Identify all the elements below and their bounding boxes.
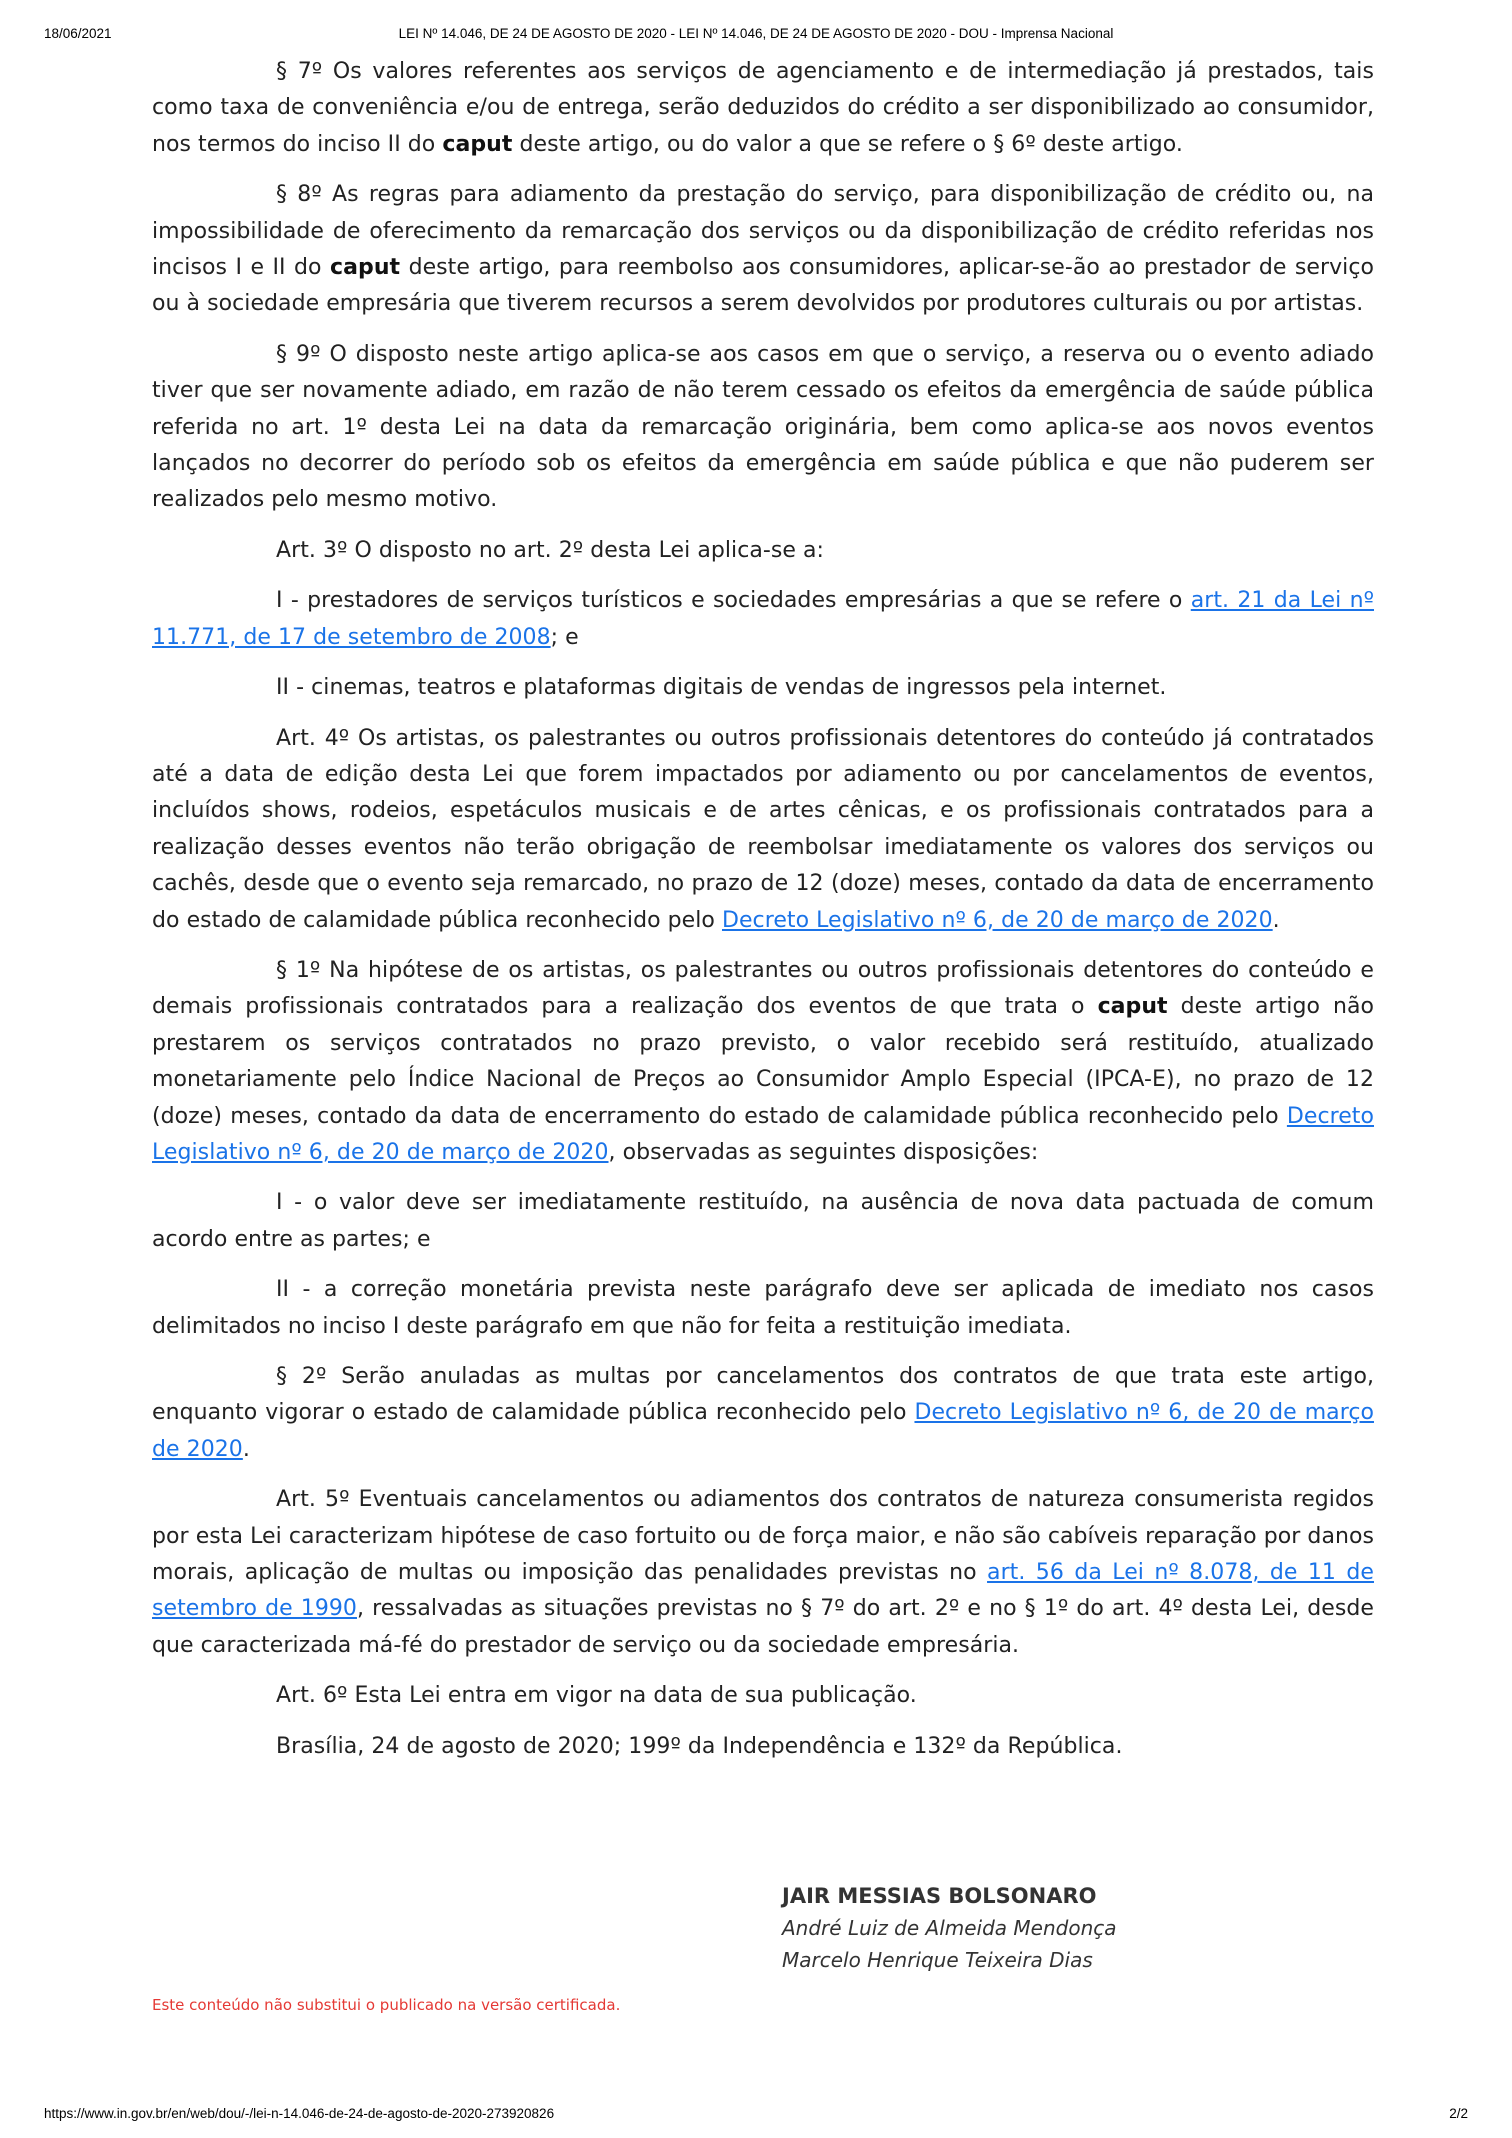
page-number: 2/2 — [1449, 2106, 1468, 2121]
paragraph-text: ; e — [550, 624, 579, 650]
signature-president: JAIR MESSIAS BOLSONARO — [782, 1884, 1097, 1908]
paragraph-9: § 9º O disposto neste artigo aplica-se aos casos em que o serviço, a reserva ou o evento adiado tiver que ser novamente adiado, em razão de não terem cessado os efeitos da emergência de saúde pública referida no art. 1º desta Lei na data da remarcação originária, bem como aplica-se aos novos eventos lançados no decorrer do período sob os efeitos da emergência em saúde pública e que não puderem ser realizados pelo mesmo motivo. — [152, 341, 1374, 513]
caput-term: caput — [1097, 994, 1168, 1020]
signatures — [782, 1880, 1117, 1976]
link-decreto-legislativo-6[interactable]: Decreto Legislativo nº 6, de 20 de março de 2020 — [152, 1103, 1374, 1165]
paragraph-text: § 2º Serão anuladas as multas por cancelamentos dos contratos de que trata este artigo, enquanto vigorar o estado de calamidade pública reconhecido pelo — [152, 1364, 1374, 1426]
print-footer — [0, 2106, 1512, 2126]
print-title: LEI Nº 14.046, DE 24 DE AGOSTO DE 2020 - LEI Nº 14.046, DE 24 DE AGOSTO DE 2020 - DOU - Imprensa Nacional — [398, 26, 1114, 41]
closing-line: Brasília, 24 de agosto de 2020; 199º da Independência e 132º da República. — [276, 1733, 1123, 1759]
article-6: Art. 6º Esta Lei entra em vigor na data de sua publicação. — [276, 1683, 917, 1709]
paragraph-text: . — [1272, 907, 1280, 933]
caput-term: caput — [442, 131, 513, 157]
article-4-paragraph-1-item-ii: II - a correção monetária prevista neste parágrafo deve ser aplicada de imediato nos casos delimitados no inciso I deste parágrafo em que não for feita a restituição imediata. — [152, 1277, 1374, 1339]
paragraph-text: . — [242, 1436, 250, 1462]
article-3-item-i — [152, 583, 1374, 656]
paragraph-text: , observadas as seguintes disposições: — [608, 1139, 1039, 1165]
print-header — [0, 26, 1512, 46]
article-4 — [152, 721, 1374, 939]
paragraph-7 — [152, 54, 1374, 163]
paragraph-text: I - prestadores de serviços turísticos e sociedades empresárias a que se refere o — [276, 588, 1191, 614]
link-decreto-legislativo-6[interactable]: Decreto Legislativo nº 6, de 20 de março de 2020 — [721, 907, 1273, 933]
paragraph-8 — [152, 177, 1374, 323]
link-lei-11771[interactable]: art. 21 da Lei nº 11.771, de 17 de setembro de 2008 — [152, 588, 1374, 650]
paragraph-text: § 1º Na hipótese de os artistas, os palestrantes ou outros profissionais detentores do conteúdo e demais profissionais contratados para a realização dos eventos de que trata o — [152, 957, 1374, 1020]
paragraph-text: Art. 5º Eventuais cancelamentos ou adiamentos dos contratos de natureza consumerista regidos por esta Lei caracterizam hipótese de caso fortuito ou de força maior, e não são cabíveis reparação por danos morais, aplicação de multas ou imposição das penalidades previstas no — [152, 1487, 1374, 1586]
link-lei-8078[interactable]: art. 56 da Lei nº 8.078, de 11 de setembro de 1990 — [152, 1560, 1374, 1622]
paragraph-text: Art. 4º Os artistas, os palestrantes ou outros profissionais detentores do conteúdo já contratados até a data de edição desta Lei que forem impactados por adiamento ou por cancelamentos de eventos, incluídos shows, rodeios, espetáculos musicais e de artes cênicas, e os profissionais contratados para a realização desses eventos não terão obrigação de reembolsar imediatamente os valores dos serviços ou cachês, desde que o evento seja remarcado, no prazo de 12 (doze) meses, contado da data de encerramento do estado de calamidade pública reconhecido pelo — [152, 725, 1374, 933]
article-4-paragraph-1 — [152, 953, 1374, 1171]
certification-disclaimer: Este conteúdo não substitui o publicado na versão certificada. — [152, 1996, 621, 2014]
paragraph-text: deste artigo, ou do valor a que se refere o § 6º deste artigo. — [512, 131, 1183, 157]
paragraph-text: § 7º Os valores referentes aos serviços de agenciamento e de intermediação já prestados, tais como taxa de conveniência e/ou de entrega, serão deduzidos do crédito a ser disponibilizado ao consumidor, nos termos do inciso II do — [152, 59, 1374, 157]
signature-minister-1: André Luiz de Almeida Mendonça — [782, 1916, 1117, 1940]
caput-term: caput — [330, 255, 401, 281]
article-3: Art. 3º O disposto no art. 2º desta Lei aplica-se a: — [276, 537, 825, 563]
link-decreto-legislativo-6[interactable]: Decreto Legislativo nº 6, de 20 de março de 2020 — [152, 1400, 1374, 1462]
article-4-paragraph-1-item-i: I - o valor deve ser imediatamente restituído, na ausência de nova data pactuada de comum acordo entre as partes; e — [152, 1190, 1374, 1252]
article-3-item-ii: II - cinemas, teatros e plataformas digitais de vendas de ingressos pela internet. — [276, 675, 1167, 701]
article-5 — [152, 1482, 1374, 1664]
paragraph-text: deste artigo não prestarem os serviços contratados no prazo previsto, o valor recebido será restituído, atualizado monetariamente pelo Índice Nacional de Preços ao Consumidor Amplo Especial (IPCA-E), no prazo de 12 (doze) meses, contado da data de encerramento do estado de calamidade pública reconhecido pelo — [152, 994, 1374, 1129]
print-date: 18/06/2021 — [44, 26, 112, 41]
paragraph-text: deste artigo, para reembolso aos consumidores, aplicar-se-ão ao prestador de serviço ou à sociedade empresária que tiverem recursos a serem devolvidos por produtores culturais ou por artistas. — [152, 255, 1374, 317]
print-url: https://www.in.gov.br/en/web/dou/-/lei-n-14.046-de-24-de-agosto-de-2020-273920826 — [44, 2106, 555, 2121]
paragraph-text: § 8º As regras para adiamento da prestação do serviço, para disponibilização de crédito ou, na impossibilidade de oferecimento da remarcação dos serviços ou da disponibilização de crédito referidas nos incisos I e II do — [152, 182, 1374, 281]
paragraph-text: , ressalvadas as situações previstas no § 7º do art. 2º e no § 1º do art. 4º desta Lei, desde que caracterizada má-fé do prestador de serviço ou da sociedade empresária. — [152, 1596, 1374, 1658]
article-4-paragraph-2 — [152, 1359, 1374, 1468]
signature-minister-2: Marcelo Henrique Teixeira Dias — [782, 1948, 1093, 1972]
law-content — [152, 54, 1374, 1779]
